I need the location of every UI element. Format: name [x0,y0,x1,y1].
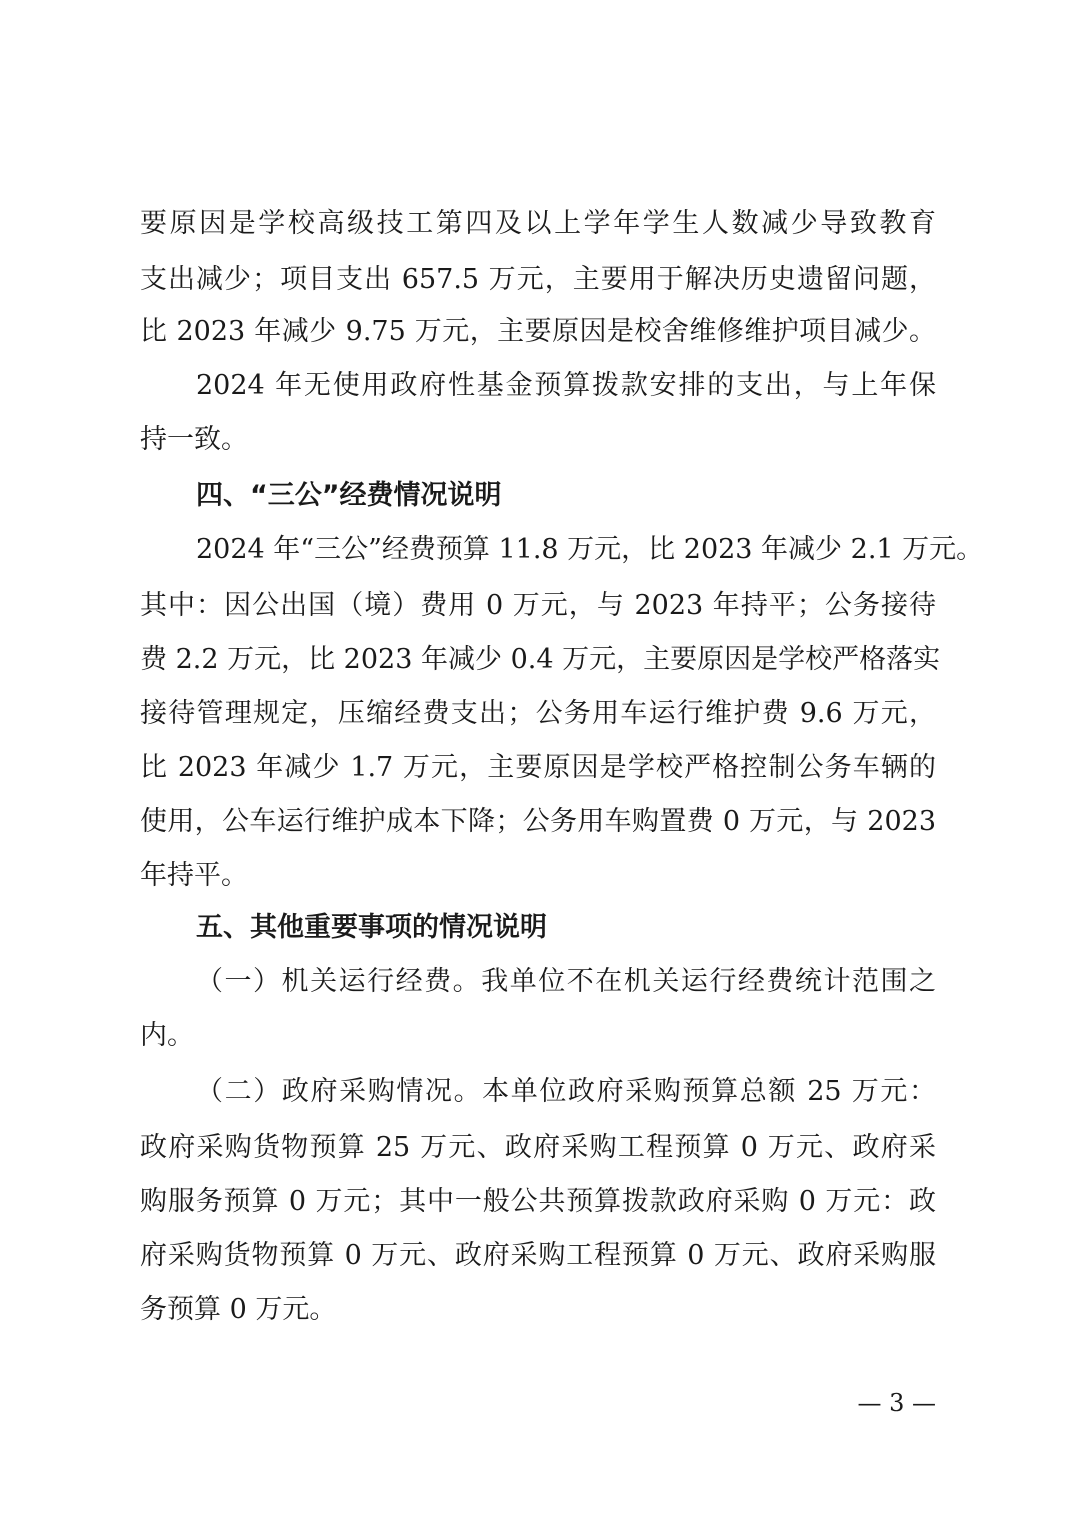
body-line: 支出减少；项目支出 657.5 万元，主要用于解决历史遗留问题， [140,264,936,295]
body-line: 使用，公车运行维护成本下降；公务用车购置费 0 万元，与 2023 [140,806,936,837]
body-line: 其中：因公出国（境）费用 0 万元，与 2023 年持平；公务接待 [140,590,936,621]
body-line: 要原因是学校高级技工第四及以上学年学生人数减少导致教育 [140,208,936,239]
section-heading-other-matters: 五、其他重要事项的情况说明 [196,912,547,943]
body-line: 务预算 0 万元。 [140,1294,337,1325]
body-line: 2024 年“三公”经费预算 11.8 万元，比 2023 年减少 2.1 万元。 [196,534,984,565]
body-line: 比 2023 年减少 9.75 万元，主要原因是校舍维修维护项目减少。 [140,316,936,347]
body-line: 年持平。 [140,860,248,891]
page-number: — 3 — [857,1389,936,1417]
body-line: 内。 [140,1020,194,1051]
body-line: 购服务预算 0 万元；其中一般公共预算拨款政府采购 0 万元：政 [140,1186,936,1217]
body-line: 政府采购货物预算 25 万元、政府采购工程预算 0 万元、政府采 [140,1132,936,1163]
body-line: 比 2023 年减少 1.7 万元，主要原因是学校严格控制公务车辆的 [140,752,936,783]
body-line: 接待管理规定，压缩经费支出；公务用车运行维护费 9.6 万元， [140,698,936,729]
body-line: 持一致。 [140,424,248,455]
section-heading-three-public: 四、“三公”经费情况说明 [196,480,502,511]
body-line: 府采购货物预算 0 万元、政府采购工程预算 0 万元、政府采购服 [140,1240,936,1271]
body-line: （一）机关运行经费。我单位不在机关运行经费统计范围之 [196,966,936,997]
body-line: 2024 年无使用政府性基金预算拨款安排的支出，与上年保 [196,370,936,401]
body-line: 费 2.2 万元，比 2023 年减少 0.4 万元，主要原因是学校严格落实 [140,644,941,675]
body-line: （二）政府采购情况。本单位政府采购预算总额 25 万元： [196,1076,936,1107]
